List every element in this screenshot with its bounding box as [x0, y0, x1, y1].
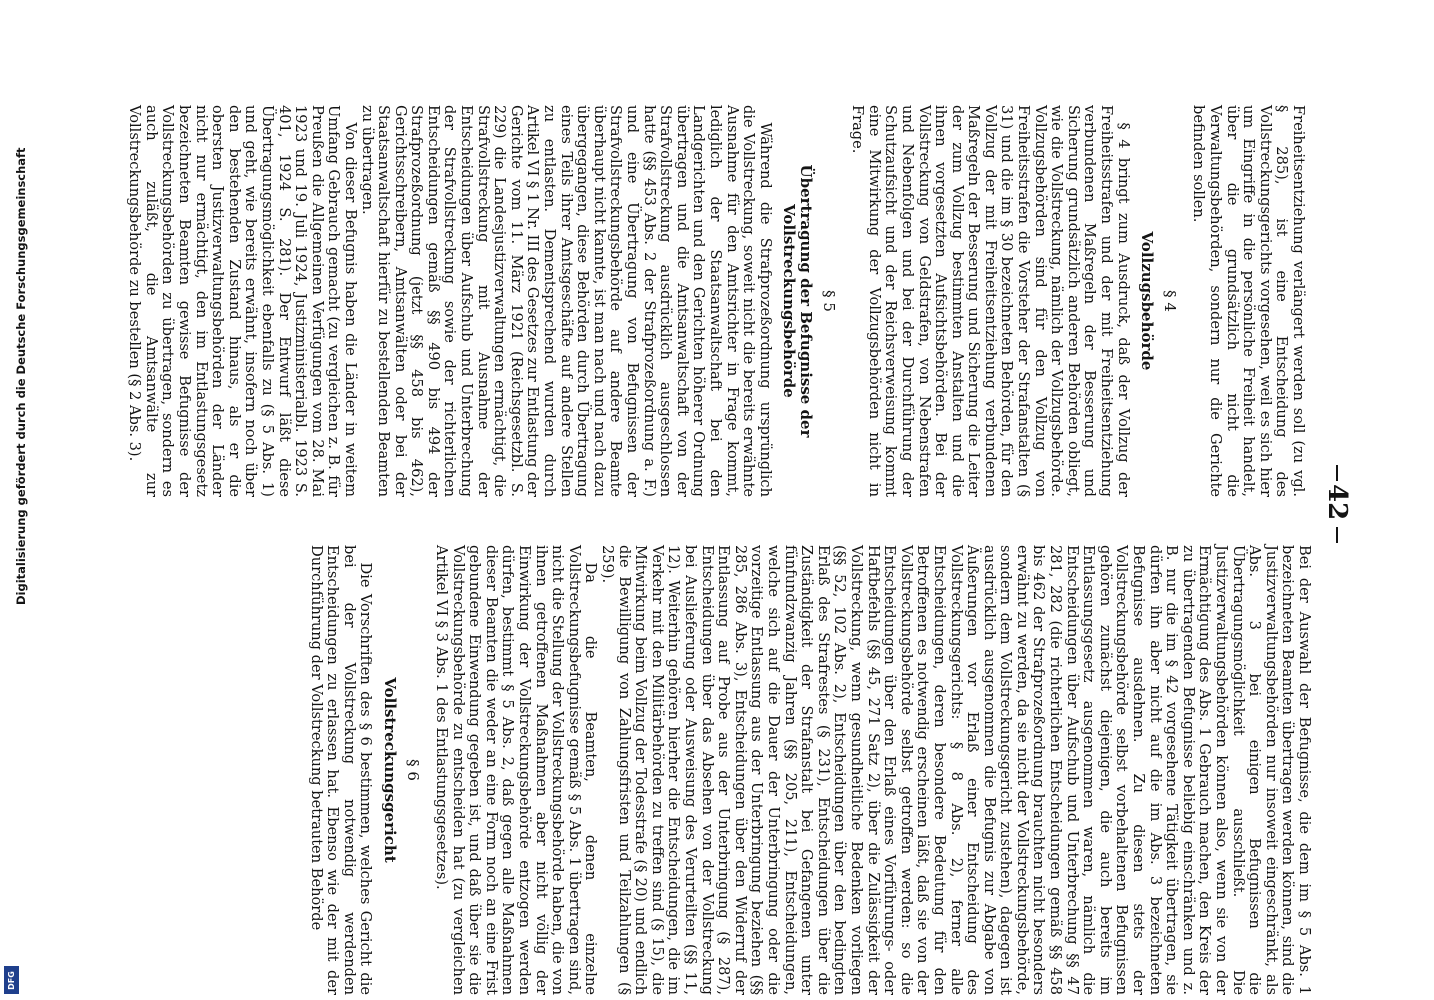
dfg-logo-text: DFG	[7, 970, 17, 990]
section-number: § 6	[403, 759, 422, 781]
section-heading: Vollstreckungsgericht	[380, 677, 399, 863]
paragraph: Freiheitsentziehung verlängert werden soll (zu vgl. § 285), ist eine Entscheidung des Vollstreckungsgerichts vorgesehen, weil es sich hier um Eingriffe in die persönliche Freiheit handelt, über die grundsätzlich nicht die Verwaltungsbehörden, sondern nur die Gerichte befinden sollen.	[1190, 105, 1307, 497]
paragraph: Bei der Auswahl der Befugnisse, die dem im § 5 Abs. 1 bezeichneten Beamten übertragen werden können, sind die Justizverwaltungsbehörden nur insoweit eingeschränkt, als Abs. 3 bei einigen Befugnissen die Übertragungsmöglichkeit ausschließt. Die Justizverwaltungsbehörden können also, wenn sie von der Ermächtigung des Abs. 1 Gebrauch machen, den Kreis der zu übertragenden Befugnisse beliebig einschränken und z. B. nur die im § 42 vorgesehene Tätigkeit übertragen, sie dürfen ihn aber nicht auf die im Abs. 3 bezeichneten Befugnisse ausdehnen. Zu diesen stets der Vollstreckungsbehörde selbst vorbehaltenen Befugnissen gehören zunächst diejenigen, die auch bereits im Entlassungsgesetz ausgenommen waren, nämlich die Entscheidungen über Aufschub und Unterbrechung §§ 47 281, 282 (die richterlichen Entscheidungen gemäß §§ 458 bis 462 der Strafprozeßordnung brauchten nicht besonders erwähnt zu werden, da sie nicht der Vollstreckungsbehörde, sondern dem Vollstreckungsgericht zustehen), dagegen ist ausdrücklich ausgenommen die Befugnis zur Abgabe von Äußerungen vor Erlaß einer Entscheidung des Vollstreckungsgerichts: § 8 Abs. 2), ferner alle Entscheidungen, deren besondere Bedeutung für den Betroffenen es notwendig erscheinen läßt, daß sie von der Vollstreckungsbehörde selbst getroffen werden: so die Entscheidungen über den Erlaß eines Vorführungs- oder Haftbefehls (§§ 45, 271 Satz 2), über die Zulässigkeit der Vollstreckung, wenn gesundheitliche Bedenken vorliegen (§§ 52, 102 Abs. 2), Entscheidungen über den bedingten Erlaß des Strafrestes (§ 231), Entscheidungen über die Zuständigkeit der Strafanstalt bei Gefangenen unter fünfundzwanzig Jahren (§§ 205, 211), Entscheidungen, welche sich auf die Dauer der Unterbringung oder die vorzeitige Entlassung aus der Unterbringung beziehen (§§ 285, 286 Abs. 3), Entscheidungen über den Widerruf der Entlassung auf Probe aus der Unterbringung (§ 287), Entscheidungen über das Absehen von der Vollstreckung bei Auslieferung oder Ausweisung des Verurteilten (§§ 11, 12). Weiterhin gehören hierher die Entscheidungen, die im Verkehr mit den Militärbehörden zu treffen sind (§ 15), die Mitwirkung beim Vollzug der Todesstrafe (§ 20) und endlich die Bewilligung von Zahlungsfristen und Teilzahlungen (§ 259).	[599, 545, 1313, 995]
digitization-credit: Digitalisierung gefördert durch die Deutsche Forschungsgemeinschaft	[14, 147, 28, 605]
left-column	[307, 545, 1312, 995]
page-number: 42	[1322, 484, 1352, 521]
page-number-dash-left	[1336, 465, 1338, 481]
section-number: § 4	[1160, 290, 1179, 312]
paragraph: Während die Strafprozeßordnung ursprünglich die Vollstreckung, soweit nicht die bereits erwähnte Ausnahme für den Amtsrichter in Frage kommt, lediglich der Staatsanwaltschaft bei den Landgerichten und den Gerichten höherer Ordnung übertragen und die Amtsanwaltschaft von der Strafvollstreckung ausdrücklich ausgeschlossen hatte (§§ 453 Abs. 2 der Strafprozeßordnung a. F.) und eine Übertragung von Befugnissen der Strafvollstreckungsbehörde auf andere Beamte überhaupt nicht kannte, ist man nach und nach dazu übergegangen, diese Behörden durch Übertragung eines Teils ihrer Amtsgeschäfte auf andere Stellen zu entlasten. Dementsprechend wurden durch Artikel VI § 1 Nr. III des Gesetzes zur Entlastung der Gerichte vom 11. März 1921 (Reichsgesetzbl. S. 229) die Landesjustizverwaltungen ermächtigt, die Strafvollstreckung mit Ausnahme der Entscheidungen über Aufschub und Unterbrechung der Strafvollstreckung sowie der richterlichen Entscheidungen gemäß §§ 490 bis 494 der Strafprozeßordnung (jetzt §§ 458 bis 462), Gerichtsschreibern, Amtsanwälten oder bei der Staatsanwaltschaft hierfür zu bestellenden Beamten zu übertragen.	[358, 105, 774, 497]
paragraph: Die Vorschriften des § 6 bestimmen, welches Gericht die bei der Vollstreckung notwendig werdenden Entscheidungen zu erlassen hat. Ebenso wie der mit der Durchführung der Vollstreckung betrauten Behörde	[307, 545, 375, 995]
page-number-dash-right	[1336, 527, 1338, 543]
right-column	[126, 105, 1306, 497]
section-heading: Vollzugsbehörde	[1138, 231, 1157, 371]
section-heading: Übertragung der Befugnisse der Vollstreckungsbehörde	[780, 164, 815, 438]
dfg-logo	[4, 966, 19, 994]
paragraph: Von dieser Befugnis haben die Länder in weitem Umfang Gebrauch gemacht (zu vergleichen z. B. für Preußen die Allgemeinen Verfügungen vom 28. Mai 1923 und 19. Juli 1924, Justizministerialbl. 1923 S. 401, 1924 S. 281). Der Entwurf läßt diese Übertragungsmöglichkeit ebenfalls zu (§ 5 Abs. 1) und geht, wie bereits erwähnt, insofern noch über den bestehenden Zustand hinaus, als er die obersten Justizverwaltungsbehörden der Länder nicht nur ermächtigt, den im Entlastungsgesetz bezeichneten Beamten gewisse Befugnisse der Vollstreckungsbehörden zu übertragen, sondern es auch zuläßt, die Amtsanwälte zur Vollstreckungsbehörde zu bestellen (§ 2 Abs. 3).	[126, 105, 359, 497]
paragraph: § 4 bringt zum Ausdruck, daß der Vollzug der Freiheitsstrafen und der mit Freiheitsentziehung verbundenen Maßregeln der Besserung und Sicherung grundsätzlich anderen Behörden obliegt, wie die Vollstreckung, nämlich der Vollzugsbehörde. Vollzugsbehörden sind für den Vollzug von Freiheitsstrafen die Vorsteher der Strafanstalten (§ 31) und die im § 30 bezeichneten Behörden, für den Vollzug der mit Freiheitsentziehung verbundenen Maßregeln der Besserung und Sicherung die Leiter der zum Vollzug bestimmten Anstalten und die ihnen vorgesetzten Aufsichtsbehörden. Bei der Vollstreckung von Geldstrafen, von Nebenstrafen und Nebenfolgen und bei der Durchführung der Schutzaufsicht und der Reichsverweisung kommt eine Mitwirkung der Vollzugsbehörden nicht in Frage.	[849, 105, 1132, 497]
paragraph: Da die Beamten, denen einzelne Vollstreckungsbefugnisse gemäß § 5 Abs. 1 übertragen sind, nicht die Stellung der Vollstreckungsbehörde haben, die von ihnen getroffenen Maßnahmen aber nicht völlig der Einwirkung der Vollstreckungsbehörde entzogen werden dürfen, bestimmt § 5 Abs. 2, daß gegen alle Maßnahmen dieser Beamten die weder an eine Form noch an eine Frist gebundene Einwendung gegeben ist, und daß über sie die Vollstreckungsbehörde zu entscheiden hat (zu vergleichen Artikel VI § 3 Abs. 1 des Entlastungsgesetzes).	[433, 545, 600, 995]
section-number: § 5	[819, 290, 838, 312]
